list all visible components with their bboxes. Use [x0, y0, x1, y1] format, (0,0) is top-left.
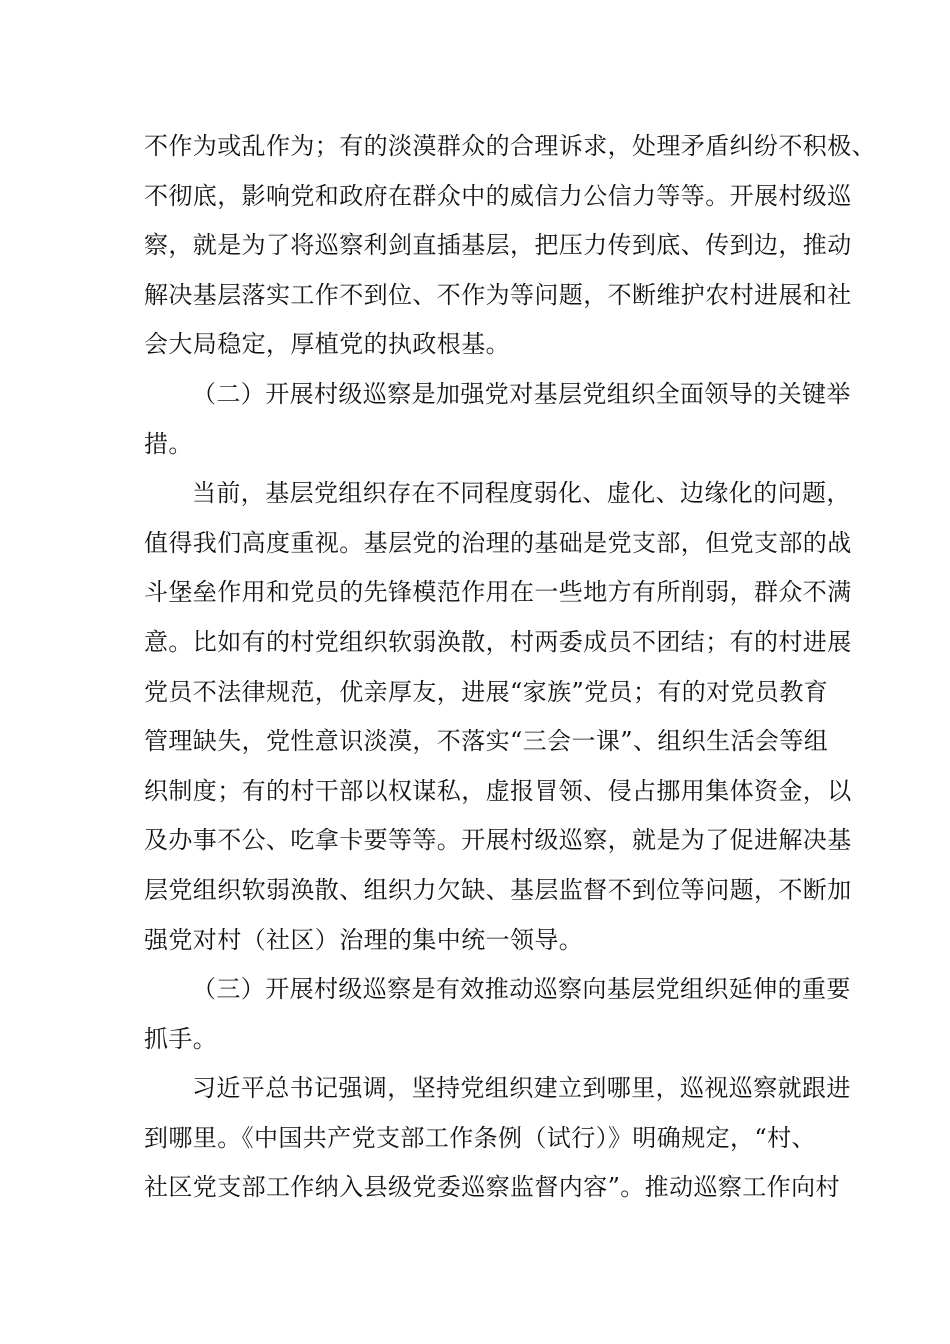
section-heading-3: [144, 965, 851, 1064]
text-line: 及办事不公、吃拿卡要等等。开展村级巡察，就是为了促进解决基: [144, 826, 852, 855]
text-line: 解决基层落实工作不到位、不作为等问题，不断维护农村进展和社: [144, 280, 852, 309]
text-line: 察，就是为了将巡察利剑直插基层，把压力传到底、传到边，推动: [144, 231, 852, 260]
heading-line: 抓手。: [144, 1024, 218, 1053]
heading-line: （三）开展村级巡察是有效推动巡察向基层党组织延伸的重要: [192, 975, 851, 1004]
heading-line: （二）开展村级巡察是加强党对基层党组织全面领导的关键举: [192, 379, 851, 408]
text-line: 织制度；有的村干部以权谋私，虚报冒领、侵占挪用集体资金，以: [144, 776, 852, 805]
text-line: 斗堡垒作用和党员的先锋模范作用在一些地方有所削弱，群众不满: [144, 578, 852, 607]
section-heading-2: [144, 370, 851, 469]
heading-line: 措。: [144, 429, 193, 458]
text-line: 管理缺失，党性意识淡漠，不落实“三会一课”、组织生活会等组: [144, 727, 829, 756]
text-line: 意。比如有的村党组织软弱涣散，村两委成员不团结；有的村进展: [144, 627, 852, 656]
text-line: 到哪里。《中国共产党支部工作条例（试行）》明确规定，“村、: [144, 1123, 816, 1152]
text-line: 不彻底，影响党和政府在群众中的威信力公信力等等。开展村级巡: [144, 181, 852, 210]
text-line: 党员不法律规范，优亲厚友，进展“家族”党员；有的对党员教育: [144, 677, 829, 706]
paragraph-2: [144, 469, 852, 965]
text-line: 习近平总书记强调，坚持党组织建立到哪里，巡视巡察就跟进: [192, 1074, 851, 1103]
text-line: 强党对村（社区）治理的集中统一领导。: [144, 925, 584, 954]
paragraph-1: [144, 122, 876, 370]
text-line: 社区党支部工作纳入县级党委巡察监督内容”。推动巡察工作向村: [144, 1173, 840, 1202]
text-line: 当前，基层党组织存在不同程度弱化、虚化、边缘化的问题，: [192, 479, 851, 508]
text-line: 值得我们高度重视。基层党的治理的基础是党支部，但党支部的战: [144, 528, 852, 557]
text-line: 会大局稳定，厚植党的执政根基。: [144, 330, 510, 359]
text-line: 不作为或乱作为；有的淡漠群众的合理诉求，处理矛盾纠纷不积极、: [144, 132, 876, 160]
paragraph-3: [144, 1064, 851, 1213]
document-body: [144, 122, 876, 1213]
text-line: 层党组织软弱涣散、组织力欠缺、基层监督不到位等问题，不断加: [144, 875, 852, 904]
